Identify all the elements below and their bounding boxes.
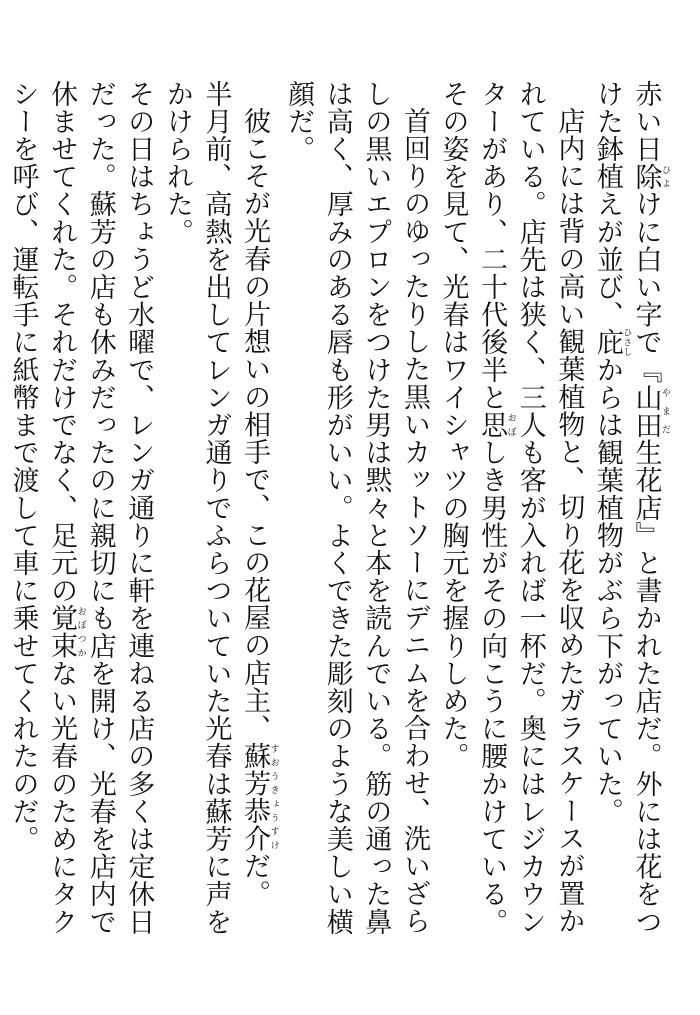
ruby-base: 庇 — [591, 327, 623, 357]
paragraph — [587, 80, 670, 960]
text-run: その日はちょうど水曜で、レンガ通りに軒を連ねる店の多くは定休日だった。蘇芳の店も休みだったのに親切にも店を開け、光春を店内で休ませてくれた。それだけでなく、足元の — [46, 80, 155, 936]
ruby-annotation — [591, 327, 632, 357]
paragraph — [3, 80, 157, 960]
text-run: 生花店』と書かれた店だ。外には花をつけた鉢植えが並び、 — [591, 80, 662, 936]
ruby-annotation — [630, 383, 670, 439]
book-page — [7, 80, 670, 980]
text-run: 半月前、高熱を出してレンガ通りでふらついていた光春は蘇芳に声をかけられた。 — [161, 80, 232, 936]
ruby-reading: ひさし — [621, 327, 632, 357]
ruby-reading: やまだ — [660, 383, 670, 439]
ruby-annotation — [476, 411, 516, 439]
text-run: 店内には背の高い観葉植物と、切り花を収めたガラスケースが置かれている。店先は狭く、三人も客が入れば一杯だ。奥にはレジカウンターがあり、二十代後半と — [476, 80, 585, 936]
ruby-base: 覚束 — [46, 604, 78, 660]
ruby-reading: ひよ — [660, 162, 670, 191]
ruby-annotation — [46, 604, 86, 660]
ruby-reading: おぼ — [505, 411, 516, 439]
ruby-annotation — [630, 162, 670, 191]
ruby-annotation — [239, 741, 279, 853]
text-run: しき男性がその向こうに腰かけている。その姿を見て、光春はワイシャツの胸元を握りしめた。 — [437, 80, 508, 936]
ruby-base: 蘇芳恭介 — [239, 741, 271, 853]
paragraph — [433, 80, 587, 960]
ruby-base: 除 — [630, 162, 662, 191]
text-run: けに白い字で『 — [630, 190, 662, 384]
text-run: 赤い日 — [630, 80, 662, 163]
text-run: 首回りのゆったりした黒いカットソーにデニムを合わせ、洗いざらしの黒いエプロンをつけた男は黙々と本を読んでいる。筋の通った鼻は高く、厚みのある唇も形がいい。よくできた彫刻のような美しい横顔だ。 — [283, 80, 430, 936]
paragraph — [0, 80, 3, 960]
text-run: からは観葉植物がぶら下がっていた。 — [591, 356, 623, 826]
paragraph — [279, 80, 433, 960]
text-run: ない光春のためにタクシーを呼び、運転手に紙幣まで渡して車に乗せてくれたのだ。 — [7, 80, 78, 936]
text-run: 彼こそが光春の片想いの相手で、この花屋の店主、 — [239, 107, 271, 742]
paragraph — [234, 80, 278, 960]
vertical-text-body — [7, 80, 670, 960]
ruby-reading: おぼつか — [75, 604, 86, 660]
ruby-base: 思 — [476, 411, 508, 439]
text-run: だ。 — [239, 852, 271, 908]
paragraph — [157, 80, 234, 960]
ruby-base: 山田 — [630, 383, 662, 439]
ruby-reading: すおうきょうすけ — [268, 741, 279, 853]
